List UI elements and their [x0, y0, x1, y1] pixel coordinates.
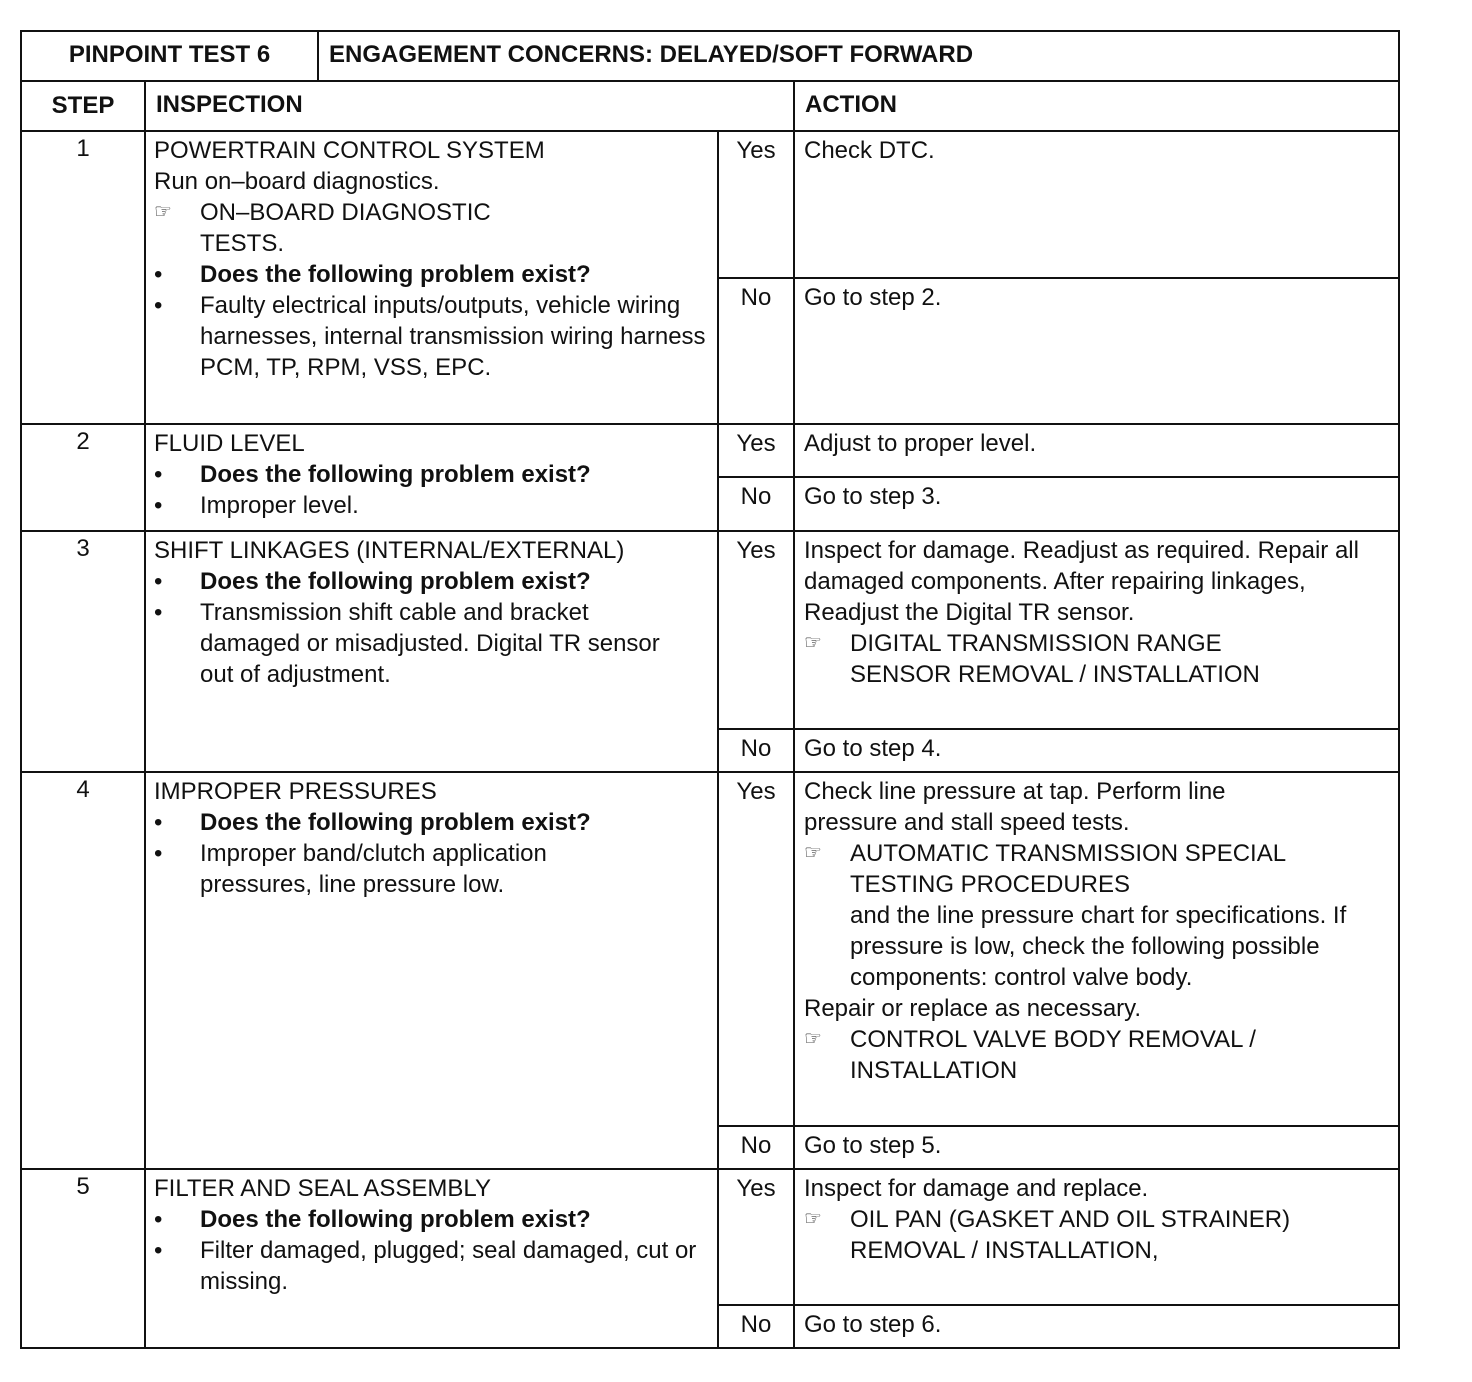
- yes-action-cell: [794, 531, 1399, 729]
- inspection-text: Run on–board diagnostics.: [154, 168, 440, 195]
- inspection-title: FILTER AND SEAL ASSEMBLY: [154, 1175, 492, 1202]
- bullet-icon: •: [154, 809, 163, 836]
- bullet-icon: •: [154, 492, 163, 519]
- question-item: [154, 459, 709, 490]
- yes-action: Inspect for damage and replace.: [804, 1175, 1149, 1202]
- inspection-title: SHIFT LINKAGES (INTERNAL/EXTERNAL): [154, 537, 625, 564]
- reference: [804, 1204, 1389, 1266]
- inspection-cell: [145, 531, 718, 772]
- problem-text: Improper band/clutch application pressures, line pressure low.: [200, 840, 547, 898]
- yes-action-cell: [794, 1169, 1399, 1305]
- bullet-icon: •: [154, 292, 163, 319]
- problem-item: [154, 490, 709, 521]
- column-header-row: [21, 81, 1399, 131]
- title-row: [21, 31, 1399, 81]
- problem-item: [154, 290, 709, 383]
- problem-item: [154, 1235, 709, 1297]
- pointing-hand-icon: ☞: [804, 632, 822, 654]
- yes-label: Yes: [718, 531, 794, 729]
- table-row: [21, 424, 1399, 477]
- reference: [804, 1024, 1389, 1086]
- bullet-icon: •: [154, 1237, 163, 1264]
- question-item: [154, 1204, 709, 1235]
- pointing-hand-icon: ☞: [804, 1208, 822, 1230]
- pointing-hand-icon: ☞: [154, 201, 172, 223]
- reference-text: CONTROL VALVE BODY REMOVAL / INSTALLATION: [850, 1026, 1256, 1084]
- reference-text: ON–BOARD DIAGNOSTIC TESTS.: [200, 199, 491, 257]
- problem-text: Filter damaged, plugged; seal damaged, cut or missing.: [200, 1237, 697, 1295]
- no-action: Go to step 5.: [794, 1126, 1399, 1169]
- yes-action: Inspect for damage. Readjust as required. Repair all damaged components. After repairing linkages, Readjust the Digital TR sensor.: [804, 537, 1359, 626]
- no-label: No: [718, 278, 794, 424]
- pinpoint-test-table: [20, 30, 1400, 1349]
- table-row: [21, 772, 1399, 1126]
- pinpoint-test-sheet: [20, 30, 1398, 1349]
- yes-label: Yes: [718, 131, 794, 278]
- yes-label: Yes: [718, 772, 794, 1126]
- problem-text: Transmission shift cable and bracket damaged or misadjusted. Digital TR sensor out of adjustment.: [200, 599, 660, 688]
- yes-action-repair: Repair or replace as necessary.: [804, 995, 1142, 1022]
- question-item: [154, 807, 709, 838]
- question-text: Does the following problem exist?: [200, 1206, 591, 1233]
- reference: [804, 628, 1389, 690]
- reference: [804, 838, 1389, 900]
- no-action: Go to step 2.: [794, 278, 1399, 424]
- inspection-cell: [145, 1169, 718, 1348]
- pointing-hand-icon: ☞: [804, 1028, 822, 1050]
- inspection-title: POWERTRAIN CONTROL SYSTEM: [154, 137, 545, 164]
- reference-text: DIGITAL TRANSMISSION RANGE SENSOR REMOVAL / INSTALLATION: [850, 630, 1260, 688]
- reference-text: AUTOMATIC TRANSMISSION SPECIAL TESTING PROCEDURES: [850, 840, 1286, 898]
- inspection-cell: [145, 424, 718, 531]
- inspection-cell: [145, 772, 718, 1169]
- question-item: [154, 259, 709, 290]
- problem-item: [154, 597, 709, 690]
- no-label: No: [718, 1305, 794, 1348]
- yes-action-continued: and the line pressure chart for specifications. If pressure is low, check the following possible components: control valve body.: [850, 902, 1347, 991]
- problem-item: [154, 838, 709, 900]
- bullet-icon: •: [154, 840, 163, 867]
- yes-action: Check line pressure at tap. Perform line pressure and stall speed tests.: [804, 778, 1226, 836]
- reference: [154, 197, 709, 259]
- question-text: Does the following problem exist?: [200, 809, 591, 836]
- yes-label: Yes: [718, 1169, 794, 1305]
- inspection-cell: [145, 131, 718, 424]
- question-text: Does the following problem exist?: [200, 261, 591, 288]
- question-text: Does the following problem exist?: [200, 568, 591, 595]
- bullet-icon: •: [154, 1206, 163, 1233]
- yes-action-cell: [794, 772, 1399, 1126]
- bullet-icon: •: [154, 461, 163, 488]
- column-header-action: ACTION: [794, 81, 1399, 131]
- column-header-step: STEP: [21, 81, 145, 131]
- step-number: 5: [21, 1169, 145, 1348]
- bullet-icon: •: [154, 599, 163, 626]
- table-row: [21, 131, 1399, 278]
- table-row: [21, 531, 1399, 729]
- question-item: [154, 566, 709, 597]
- step-number: 1: [21, 131, 145, 424]
- yes-action: Adjust to proper level.: [794, 424, 1399, 477]
- table-row: [21, 1169, 1399, 1305]
- problem-text: Improper level.: [200, 492, 359, 519]
- inspection-title: IMPROPER PRESSURES: [154, 778, 437, 805]
- no-label: No: [718, 729, 794, 772]
- column-header-inspection: INSPECTION: [145, 81, 794, 131]
- yes-label: Yes: [718, 424, 794, 477]
- step-number: 2: [21, 424, 145, 531]
- bullet-icon: •: [154, 568, 163, 595]
- no-action: Go to step 6.: [794, 1305, 1399, 1348]
- test-label: PINPOINT TEST 6: [21, 31, 318, 81]
- reference-text: OIL PAN (GASKET AND OIL STRAINER) REMOVAL / INSTALLATION,: [850, 1206, 1291, 1264]
- problem-text: Faulty electrical inputs/outputs, vehicle wiring harnesses, internal transmission wiring harness PCM, TP, RPM, VSS, EPC.: [200, 292, 706, 381]
- inspection-title: FLUID LEVEL: [154, 430, 305, 457]
- yes-action: Check DTC.: [794, 131, 1399, 278]
- step-number: 4: [21, 772, 145, 1169]
- bullet-icon: •: [154, 261, 163, 288]
- pointing-hand-icon: ☞: [804, 842, 822, 864]
- no-action: Go to step 4.: [794, 729, 1399, 772]
- no-label: No: [718, 1126, 794, 1169]
- question-text: Does the following problem exist?: [200, 461, 591, 488]
- no-action: Go to step 3.: [794, 477, 1399, 531]
- no-label: No: [718, 477, 794, 531]
- step-number: 3: [21, 531, 145, 772]
- test-title: ENGAGEMENT CONCERNS: DELAYED/SOFT FORWARD: [318, 31, 1399, 81]
